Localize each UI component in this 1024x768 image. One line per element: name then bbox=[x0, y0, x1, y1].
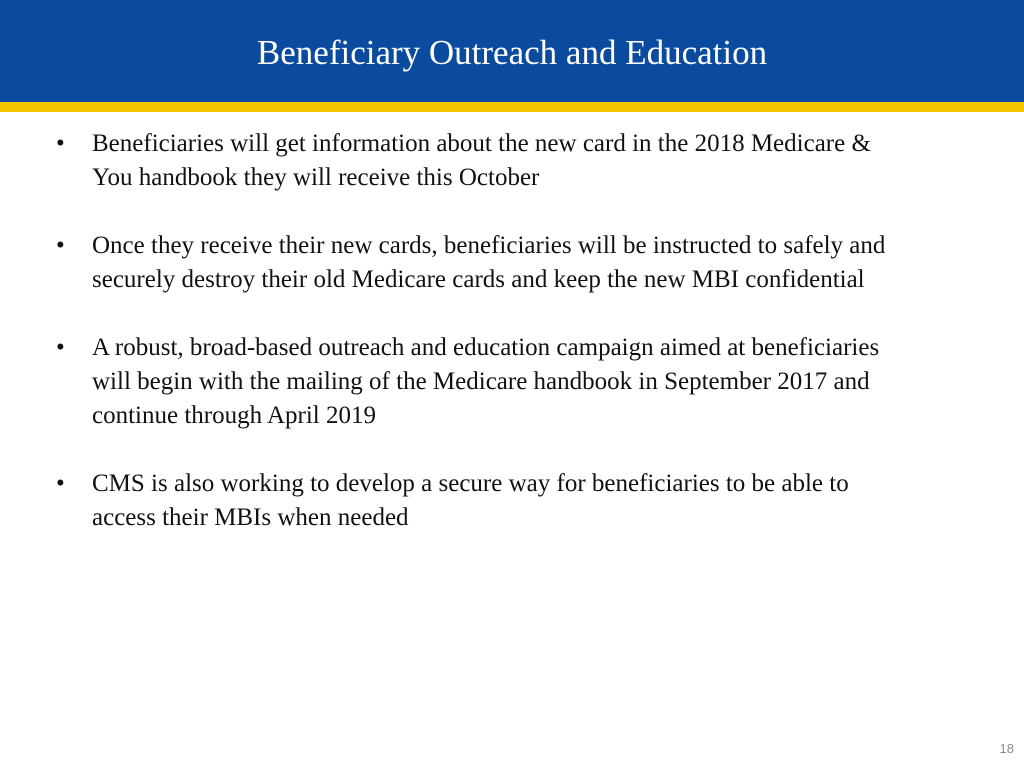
bullet-list bbox=[56, 127, 906, 569]
bullet-text: Beneficiaries will get information about the new card in the 2018 Medicare & You handbook they will receive this October bbox=[92, 130, 871, 191]
slide-header bbox=[0, 0, 1024, 102]
page-number: 18 bbox=[999, 741, 1014, 756]
bullet-item bbox=[56, 229, 906, 297]
bullet-text: A robust, broad-based outreach and education campaign aimed at beneficiaries will begin with the mailing of the Medicare handbook in September 2017 and continue through April 2019 bbox=[92, 334, 880, 429]
header-accent-bar bbox=[0, 102, 1024, 112]
bullet-item bbox=[56, 127, 906, 195]
bullet-item bbox=[56, 331, 906, 433]
slide-title: Beneficiary Outreach and Education bbox=[256, 33, 768, 72]
bullet-marker: • bbox=[56, 334, 65, 361]
bullet-text: CMS is also working to develop a secure way for beneficiaries to be able to access their MBIs when needed bbox=[92, 470, 849, 531]
bullet-marker: • bbox=[56, 232, 65, 259]
bullet-item bbox=[56, 467, 906, 535]
bullet-text: Once they receive their new cards, beneficiaries will be instructed to safely and securely destroy their old Medicare cards and keep the new MBI confidential bbox=[92, 232, 886, 293]
bullet-marker: • bbox=[56, 470, 65, 497]
bullet-marker: • bbox=[56, 130, 65, 157]
